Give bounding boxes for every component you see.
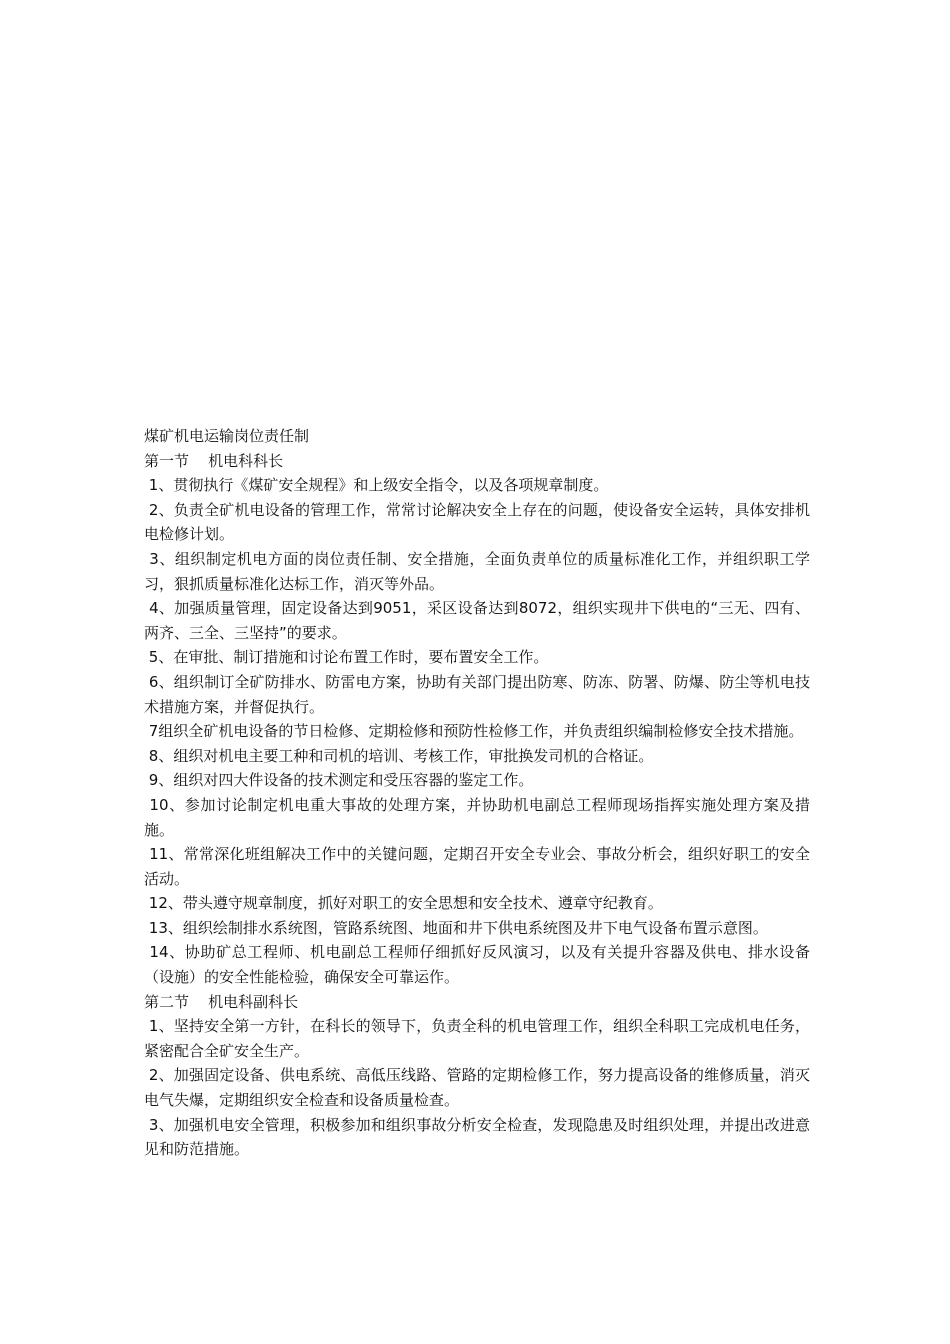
section-heading: 第一节 机电科科长 [144,451,284,470]
list-item: 1、贯彻执行《煤矿安全规程》和上级安全指令，以及各项规章制度。 [144,476,609,495]
list-item: 2、负责全矿机电设备的管理工作，常常讨论解决安全上存在的问题，使设备安全运转，具体安排机电检修计划。 [144,500,810,544]
list-item: 9、组织对四大件设备的技术测定和受压容器的鉴定工作。 [144,771,534,790]
document-title: 煤矿机电运输岗位责任制 [144,427,310,445]
list-item: 11、常常深化班组解决工作中的关键问题，定期召开安全专业会、事故分析会，组织好职工的安全活动。 [144,845,810,888]
list-item: 12、带头遵守规章制度，抓好对职工的安全思想和安全技术、遵章守纪教育。 [144,894,663,913]
list-item: 6、组织制订全矿防排水、防雷电方案，协助有关部门提出防寒、防冻、防署、防爆、防尘等机电技术措施方案，并督促执行。 [144,672,810,716]
list-item: 1、坚持安全第一方针，在科长的领导下，负责全科的机电管理工作，组织全科职工完成机电任务，紧密配合全矿安全生产。 [144,1017,810,1060]
list-item: 10、参加讨论制定机电重大事故的处理方案，并协助机电副总工程师现场指挥实施处理方案及措施。 [144,795,810,839]
section-heading: 第二节 机电科副科长 [144,992,299,1011]
document-body [144,424,810,1162]
list-item: 2、加强固定设备、供电系统、高低压线路、管路的定期检修工作，努力提高设备的维修质量，消灭电气失爆，定期组织安全检查和设备质量检查。 [144,1066,810,1110]
list-item: 3、加强机电安全管理，积极参加和组织事故分析安全检查，发现隐患及时组织处理，并提出改进意见和防范措施。 [144,1115,810,1159]
list-item: 7组织全矿机电设备的节日检修、定期检修和预防性检修工作，并负责组织编制检修安全技术措施。 [144,722,804,741]
list-item: 14、协助矿总工程师、机电副总工程师仔细抓好反风演习，以及有关提升容器及供电、排水设备（设施）的安全性能检验，确保安全可靠运作。 [144,943,810,987]
list-item: 8、组织对机电主要工种和司机的培训、考核工作，审批换发司机的合格证。 [144,746,654,765]
list-item: 3、组织制定机电方面的岗位责任制、安全措施，全面负责单位的质量标准化工作，并组织职工学习，狠抓质量标准化达标工作，消灭等外品。 [144,549,810,593]
list-item: 4、加强质量管理，固定设备达到9051，采区设备达到8072，组织实现井下供电的“三无、四有、两齐、三全、三坚持”的要求。 [144,599,810,642]
list-item: 13、组织绘制排水系统图，管路系统图、地面和井下供电系统图及井下电气设备布置示意图。 [144,918,768,937]
list-item: 5、在审批、制订措施和讨论布置工作时，要布置安全工作。 [144,648,549,667]
